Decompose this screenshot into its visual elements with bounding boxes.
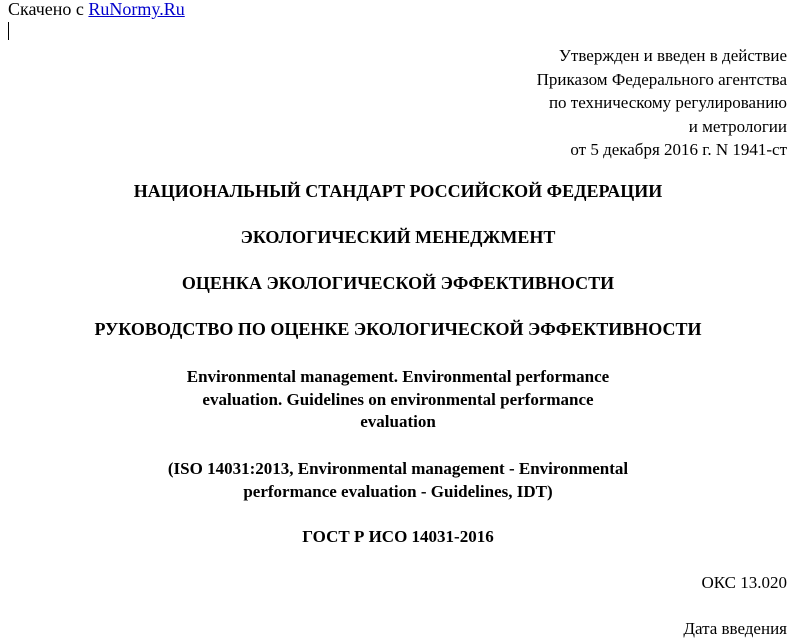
english-title-line: Environmental management. Environmental performance bbox=[186, 367, 610, 386]
english-title bbox=[0, 366, 790, 434]
text-cursor bbox=[8, 22, 9, 40]
approval-line: по техническому регулированию bbox=[548, 93, 787, 112]
source-prefix: Скачено с bbox=[8, 0, 89, 19]
iso-reference-line: (ISO 14031:2013, Environmental management - Environmental bbox=[167, 459, 629, 478]
oks-code: ОКС 13.020 bbox=[701, 573, 787, 592]
national-standard-heading: НАЦИОНАЛЬНЫЙ СТАНДАРТ РОССИЙСКОЙ ФЕДЕРАЦИИ bbox=[133, 181, 663, 201]
iso-reference-line: performance evaluation - Guidelines, IDT) bbox=[243, 482, 553, 501]
approval-line: от 5 декабря 2016 г. N 1941-ст bbox=[570, 140, 787, 159]
guidelines-heading: РУКОВОДСТВО ПО ОЦЕНКЕ ЭКОЛОГИЧЕСКОЙ ЭФФЕКТИВНОСТИ bbox=[94, 319, 702, 339]
eco-management-heading: ЭКОЛОГИЧЕСКИЙ МЕНЕДЖМЕНТ bbox=[240, 227, 556, 247]
english-title-line: evaluation. Guidelines on environmental performance bbox=[202, 389, 594, 409]
iso-reference bbox=[0, 457, 790, 503]
introduction-date-label: Дата введения bbox=[683, 619, 787, 638]
approval-line: Приказом Федерального агентства bbox=[536, 69, 787, 89]
approval-line: и метрологии bbox=[688, 116, 787, 136]
approval-line: Утвержден и введен в действие bbox=[558, 46, 787, 65]
source-line bbox=[8, 0, 185, 20]
english-title-line: evaluation bbox=[360, 412, 436, 431]
standard-designation: ГОСТ Р ИСО 14031-2016 bbox=[302, 527, 494, 546]
source-link[interactable]: RuNormy.Ru bbox=[88, 0, 185, 19]
eco-evaluation-heading: ОЦЕНКА ЭКОЛОГИЧЕСКОЙ ЭФФЕКТИВНОСТИ bbox=[181, 273, 615, 293]
approval-block bbox=[537, 44, 787, 162]
